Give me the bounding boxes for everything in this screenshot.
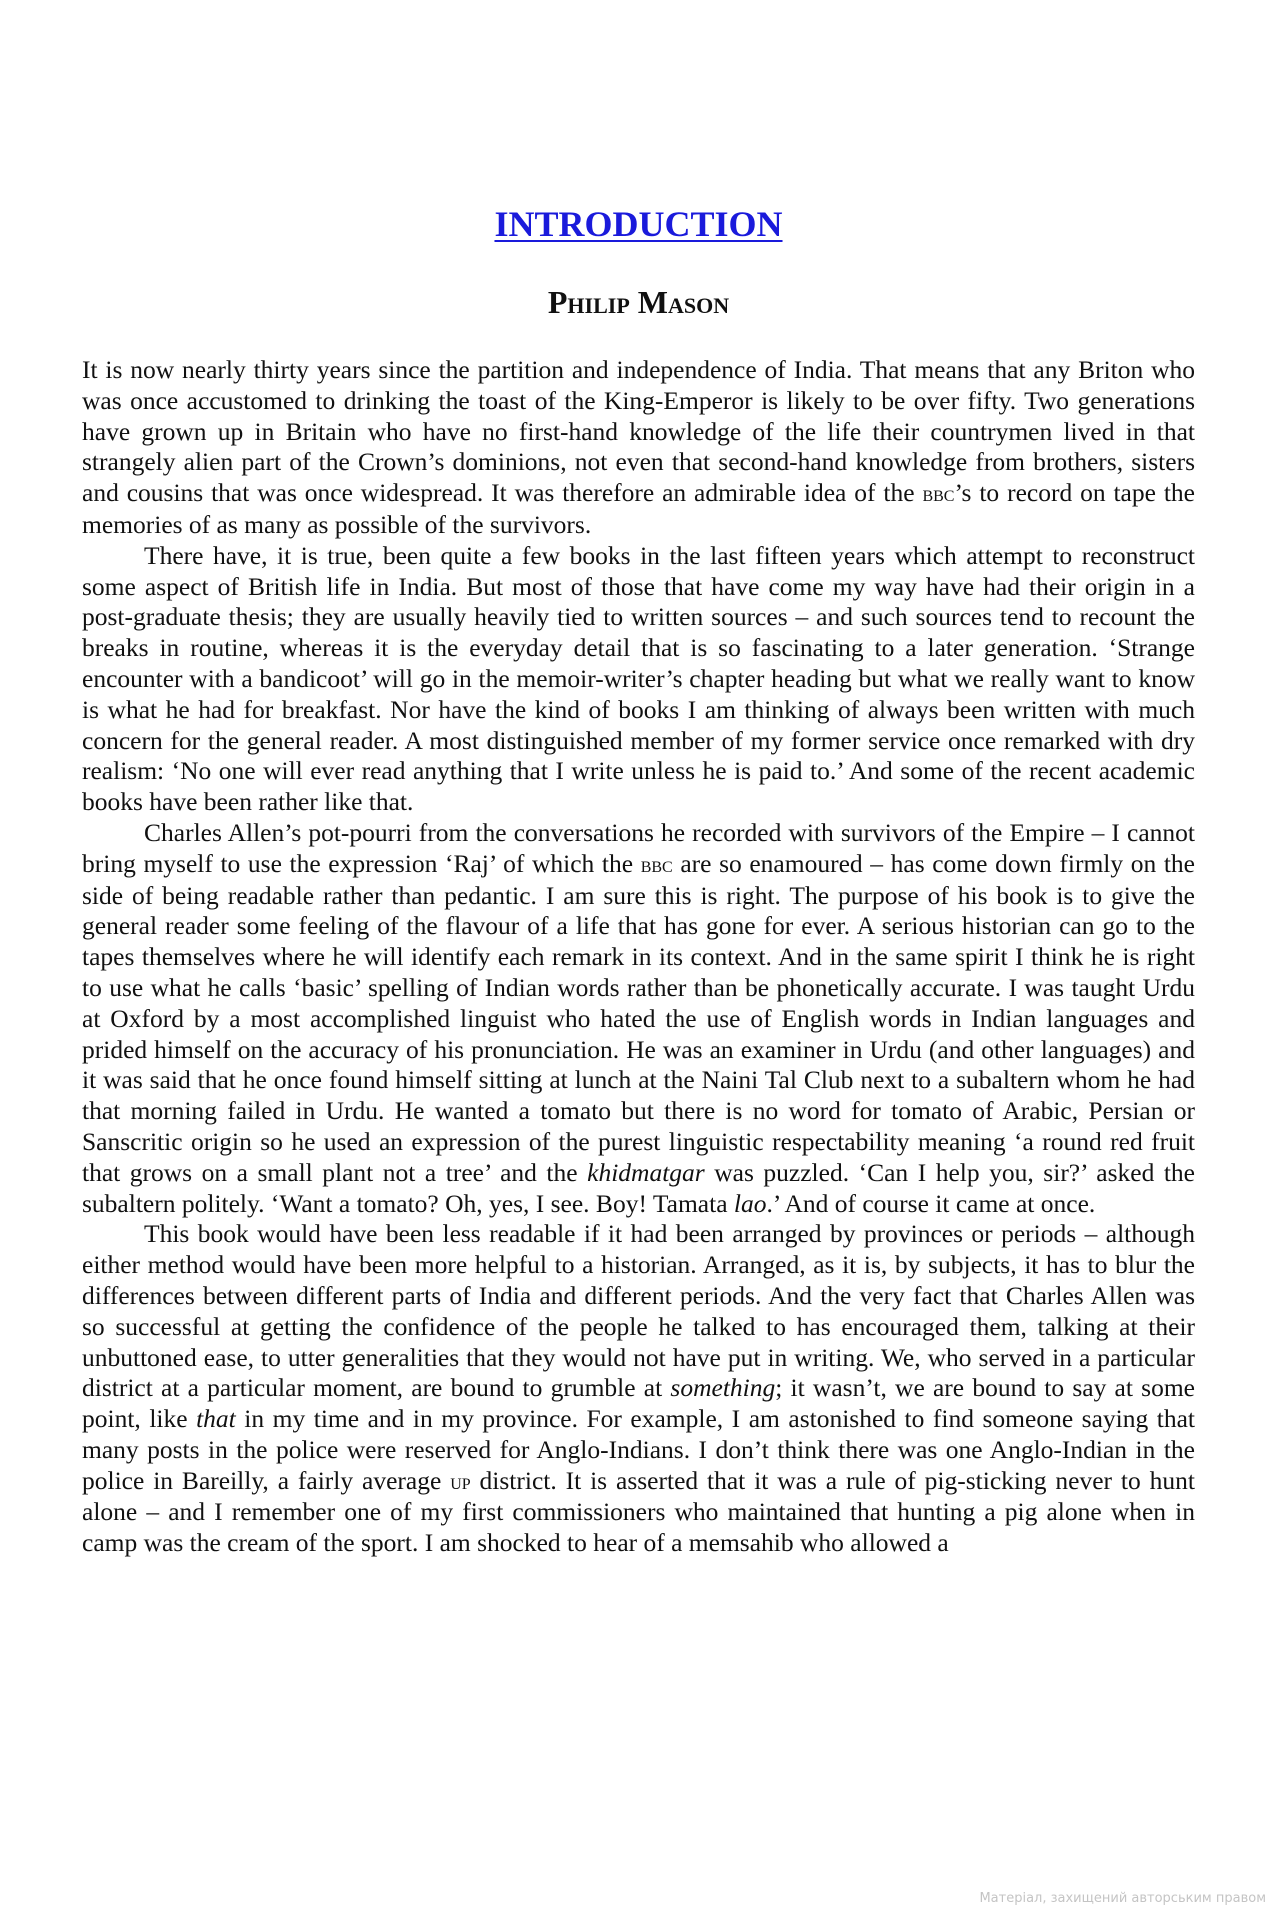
abbreviation-up: up — [450, 1468, 471, 1495]
paragraph-1 — [82, 355, 1195, 541]
chapter-title-link[interactable]: INTRODUCTION — [494, 204, 783, 244]
abbreviation-bbc: bbc — [922, 481, 955, 508]
chapter-title — [82, 200, 1195, 248]
book-page — [82, 0, 1195, 1920]
paragraph-3-text: Charles Allen’s pot-pourri from the conversations he recorded with survivors of the Empire – I cannot bring myself to use the expression ‘Raj’ of which the — [82, 817, 1195, 878]
paragraph-4-text: district. It is asserted that it was a rule of pig-sticking never to hunt alone – and I remember one of my first commissioners who maintained that hunting a pig alone when in camp was the cream of the sport. I am shocked to hear of a memsahib who allowed a — [82, 1465, 1195, 1558]
body-text — [82, 355, 1195, 1559]
paragraph-3-text: was puzzled. ‘Can I help you, sir?’ asked the subaltern politely. ‘Want a tomato? Oh, yes, I see. Boy! Tamata — [82, 1157, 1195, 1218]
paragraph-2: There have, it is true, been quite a few books in the last fifteen years which attempt to reconstruct some aspect of British life in India. But most of those that have come my way have had their origin in a post-graduate thesis; they are usually heavily tied to written sources – and such sources tend to recount the breaks in routine, whereas it is the everyday detail that is so fascinating to a later generation. ‘Strange encounter with a bandicoot’ will go in the memoir-writer’s chapter heading but what we really want to know is what he had for breakfast. Nor have the kind of books I am thinking of always been written with much concern for the general reader. A most distinguished member of my former service once remarked with dry realism: ‘No one will ever read anything that I write unless he is paid to.’ And some of the recent academic books have been rather like that. — [82, 540, 1195, 817]
italic-term: something — [670, 1373, 776, 1403]
paragraph-3-text: .’ And of course it came at once. — [766, 1188, 1096, 1218]
italic-term: lao — [733, 1188, 767, 1218]
italic-term: khidmatgar — [587, 1157, 705, 1187]
paragraph-4-text: in my time and in my province. For example, I am astonished to find someone saying that many posts in the police were reserved for Anglo-Indians. I don’t think there was one Anglo-Indian in the police in Bareilly, a fairly average — [82, 1404, 1195, 1495]
paragraph-1-text: It is now nearly thirty years since the partition and independence of India. That means that any Briton who was once accustomed to drinking the toast of the King-Emperor is likely to be over fifty. Two generations have grown up in Britain who have no first-hand knowledge of the life their countrymen lived in that strangely alien part of the Crown’s dominions, not even that second-hand knowledge from brothers, sisters and cousins that was once widespread. It was therefore an admirable idea of the — [82, 355, 1195, 508]
paragraph-4 — [82, 1219, 1195, 1559]
author-name: Philip Mason — [547, 284, 730, 320]
copyright-watermark: Матеріал, захищений авторським правом — [979, 1891, 1266, 1906]
paragraph-4-text: This book would have been less readable if it had been arranged by provinces or periods – although either method would have been more helpful to a historian. Arranged, as it is, by subjects, it has to blur the differences between different parts of India and different periods. And the very fact that Charles Allen was so successful at getting the confidence of the people he talked to has encouraged them, talking at their unbuttoned ease, to utter generalities that they would not have put in writing. We, who served in a particular district at a particular moment, are bound to grumble at — [82, 1219, 1195, 1403]
paragraph-1-text: ’s to record on tape the memories of as many as possible of the survivors. — [82, 478, 1195, 539]
paragraph-4-text: ; it wasn’t, we are bound to say at some point, like — [82, 1373, 1195, 1434]
italic-term: that — [196, 1404, 236, 1434]
abbreviation-bbc: bbc — [640, 851, 673, 878]
paragraph-3 — [82, 818, 1195, 1219]
paragraph-3-text: are so enamoured – has come down firmly on the side of being readable rather than pedantic. I am sure this is right. The purpose of his book is to give the general reader some feeling of the flavour of a life that has gone for ever. A serious historian can go to the tapes themselves where he will identify each remark in its context. And in the same spirit I think he is right to use what he calls ‘basic’ spelling of Indian words rather than be phonetically accurate. I was taught Urdu at Oxford by a most accomplished linguist who hated the use of English words in Indian languages and prided himself on the accuracy of his pronunciation. He was an examiner in Urdu (and other languages) and it was said that he once found himself sitting at lunch at the Naini Tal Club next to a subaltern whom he had that morning failed in Urdu. He wanted a tomato but there is no word for tomato of Arabic, Persian or Sanscritic origin so he used an expression of the purest linguistic respectability meaning ‘a round red fruit that grows on a small plant not a tree’ and the — [82, 848, 1195, 1187]
